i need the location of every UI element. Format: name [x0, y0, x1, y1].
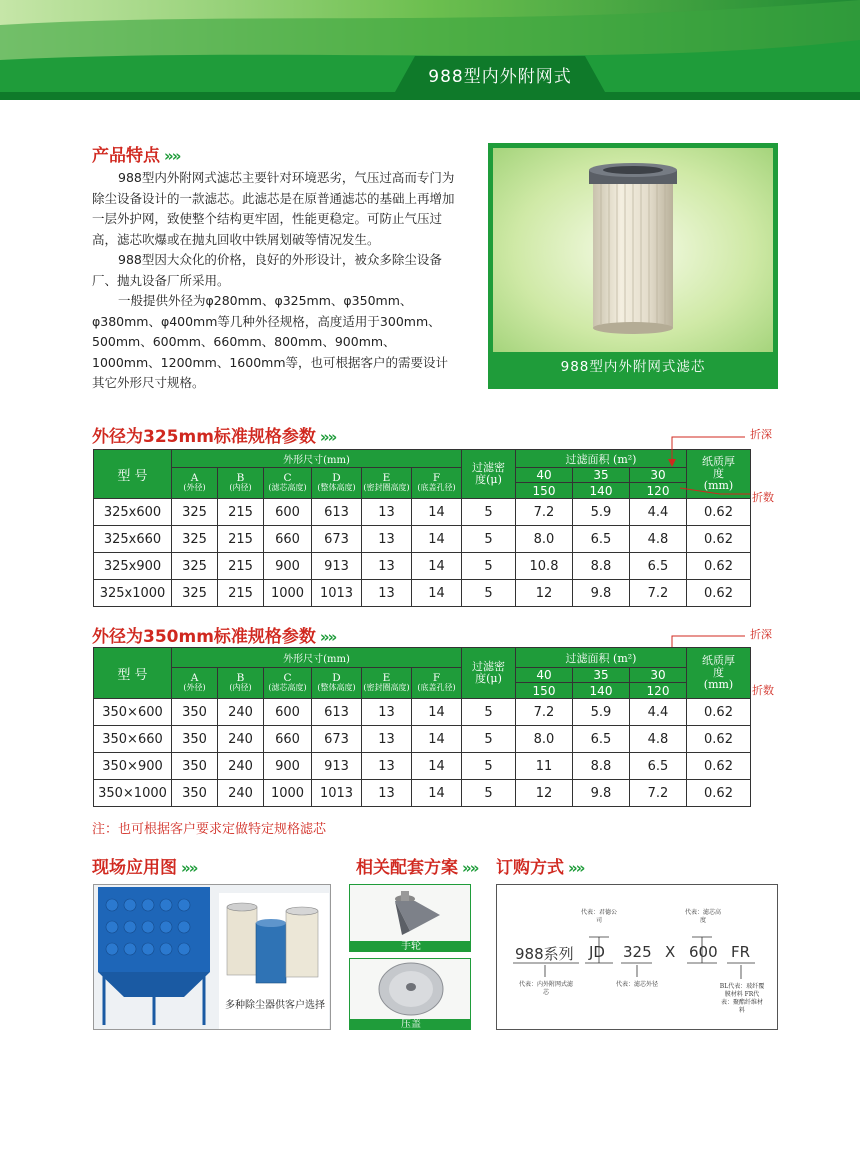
table-cell: 13 — [362, 580, 412, 607]
table-cell: 8.8 — [573, 553, 630, 580]
table-cell: 13 — [362, 780, 412, 807]
col-b-header: B (内径) — [218, 468, 264, 499]
col-b-header: B (内径) — [218, 668, 264, 699]
features-heading-text: 产品特点 — [92, 146, 160, 166]
order-brand: JD — [589, 943, 605, 961]
col-e-header: E (密封圈高度) — [362, 468, 412, 499]
handwheel-icon — [350, 885, 471, 941]
pleats-150: 150 — [516, 483, 573, 499]
table-cell: 660 — [264, 726, 312, 753]
pleats-120: 120 — [630, 483, 687, 499]
label-height: 代表：滤芯高度 — [684, 909, 721, 924]
table-cell: 613 — [312, 499, 362, 526]
accessories-heading — [356, 853, 477, 878]
table-cell: 5 — [462, 780, 516, 807]
features-paragraph: 988型内外附网式滤芯主要针对环境恶劣，气压过高而专门为除尘设备设计的一款滤芯。此滤芯是在原普通滤芯的基础上再增加一层外护网，致使整个结构更牢固，性能更稳定。可防止气压过高，滤芯吹爆或在抛丸回收中铁屑划破等情况发生。 — [92, 170, 455, 247]
cover-plate-icon — [350, 959, 471, 1019]
photo-caption: 988型内外附网式滤芯 — [560, 359, 706, 375]
paper-header: 纸质厚度(mm) — [687, 450, 751, 499]
table-cell: 13 — [362, 553, 412, 580]
table-cell: 900 — [264, 753, 312, 780]
depth-30: 30 — [630, 468, 687, 483]
table-cell: 350×660 — [94, 726, 172, 753]
chevrons-icon: »» — [181, 859, 197, 877]
table-cell: 9.8 — [573, 580, 630, 607]
table-cell: 350×600 — [94, 699, 172, 726]
depth-35: 35 — [573, 468, 630, 483]
site-heading — [92, 853, 196, 878]
precision-header: 过滤密度(μ) — [462, 648, 516, 699]
table-row — [94, 699, 751, 726]
chevrons-icon: »» — [319, 628, 336, 646]
table-cell: 325x600 — [94, 499, 172, 526]
table-cell: 0.62 — [687, 726, 751, 753]
precision-header: 过滤密度(μ) — [462, 450, 516, 499]
table-cell: 14 — [412, 526, 462, 553]
table-cell: 14 — [412, 780, 462, 807]
order-material: FR — [731, 943, 751, 961]
table-cell: 1013 — [312, 580, 362, 607]
table-cell: 4.8 — [630, 526, 687, 553]
pleats-140: 140 — [573, 683, 630, 699]
table-cell: 7.2 — [630, 580, 687, 607]
accessories-heading-text: 相关配套方案 — [356, 858, 458, 878]
table-cell: 13 — [362, 753, 412, 780]
pleats-150: 150 — [516, 683, 573, 699]
table-cell: 6.5 — [630, 753, 687, 780]
table-cell: 13 — [362, 699, 412, 726]
table-cell: 10.8 — [516, 553, 573, 580]
table-cell: 350×1000 — [94, 780, 172, 807]
table-row — [94, 780, 751, 807]
dims-header: 外形尺寸(mm) — [172, 450, 462, 468]
chevrons-icon: »» — [568, 859, 584, 877]
paper-header: 纸质厚度(mm) — [687, 648, 751, 699]
table-cell: 14 — [412, 726, 462, 753]
table-cell: 7.2 — [516, 699, 573, 726]
table-cell: 215 — [218, 499, 264, 526]
table-cell: 325x1000 — [94, 580, 172, 607]
table-cell: 600 — [264, 499, 312, 526]
table-cell: 325 — [172, 526, 218, 553]
site-box — [93, 884, 331, 1030]
depth-40: 40 — [516, 468, 573, 483]
table-cell: 350 — [172, 726, 218, 753]
table-cell: 5 — [462, 499, 516, 526]
table-cell: 4.4 — [630, 499, 687, 526]
label-diameter: 代表：滤芯外径 — [615, 981, 658, 988]
col-f-header: F (底盖孔径) — [412, 468, 462, 499]
table-cell: 14 — [412, 753, 462, 780]
table-cell: 350 — [172, 699, 218, 726]
table-cell: 913 — [312, 553, 362, 580]
table-cell: 8.0 — [516, 526, 573, 553]
table-cell: 0.62 — [687, 753, 751, 780]
model-header: 型 号 — [94, 648, 172, 699]
col-e-header: E (密封圈高度) — [362, 668, 412, 699]
pleat-note: 折数 — [752, 684, 774, 697]
table-cell: 673 — [312, 526, 362, 553]
table-cell: 0.62 — [687, 526, 751, 553]
table-cell: 7.2 — [630, 780, 687, 807]
table-cell: 0.62 — [687, 553, 751, 580]
cap-caption: 压盖 — [350, 1019, 471, 1030]
col-c-header: C (滤芯高度) — [264, 668, 312, 699]
table-cell: 5 — [462, 726, 516, 753]
table-cell: 0.62 — [687, 580, 751, 607]
table-cell: 6.5 — [573, 526, 630, 553]
table-cell: 13 — [362, 726, 412, 753]
col-a-header: A (外径) — [172, 468, 218, 499]
pleats-140: 140 — [573, 483, 630, 499]
banner-title: 988型内外附网式 — [428, 67, 572, 87]
features-paragraph: 一般提供外径为φ280mm、φ325mm、φ350mm、φ380mm、φ400mm等几种外径规格，高度适用于300mm、500mm、600mm、660mm、800mm、900mm、1000mm、1200mm、1600mm等，也可根据客户的需要设计其它外形尺寸规格。 — [92, 293, 448, 390]
depth-40: 40 — [516, 668, 573, 683]
label-material: BL代表：玻纤覆膜材料 FR代表：聚酯纤维材料 — [719, 983, 765, 1014]
table-cell: 6.5 — [573, 726, 630, 753]
model-header: 型 号 — [94, 450, 172, 499]
table-cell: 325 — [172, 580, 218, 607]
table-cell: 1000 — [264, 580, 312, 607]
table-cell: 5 — [462, 580, 516, 607]
table-cell: 8.8 — [573, 753, 630, 780]
pleats-120: 120 — [630, 683, 687, 699]
depth-35: 35 — [573, 668, 630, 683]
table-cell: 325 — [172, 553, 218, 580]
table-cell: 240 — [218, 780, 264, 807]
table-cell: 900 — [264, 553, 312, 580]
table-cell: 660 — [264, 526, 312, 553]
ordering-heading-text: 订购方式 — [496, 858, 564, 878]
table-row — [94, 726, 751, 753]
custom-note: 注：也可根据客户要求定做特定规格滤芯 — [92, 822, 327, 837]
table-cell: 0.62 — [687, 499, 751, 526]
table-cell: 215 — [218, 580, 264, 607]
table-cell: 12 — [516, 780, 573, 807]
table-cell: 5.9 — [573, 699, 630, 726]
table-cell: 8.0 — [516, 726, 573, 753]
table-cell: 13 — [362, 526, 412, 553]
table-cell: 1013 — [312, 780, 362, 807]
table-cell: 5 — [462, 699, 516, 726]
table-cell: 4.8 — [630, 726, 687, 753]
table-cell: 350 — [172, 780, 218, 807]
table-cell: 14 — [412, 553, 462, 580]
table-cell: 7.2 — [516, 499, 573, 526]
handwheel-box — [349, 884, 471, 952]
order-series: 988系列 — [515, 945, 574, 963]
spec-table-350 — [93, 647, 751, 807]
col-a-header: A (外径) — [172, 668, 218, 699]
col-f-header: F (底盖孔径) — [412, 668, 462, 699]
table-cell: 350×900 — [94, 753, 172, 780]
table-row — [94, 753, 751, 780]
area-header: 过滤面积 (m²) — [516, 648, 687, 668]
table-cell: 0.62 — [687, 699, 751, 726]
table-cell: 215 — [218, 553, 264, 580]
site-caption: 多种除尘器供客户选择 — [225, 1000, 325, 1011]
table-cell: 240 — [218, 699, 264, 726]
chevrons-icon: »» — [462, 859, 478, 877]
spec325-heading-text: 外径为325mm标准规格参数 — [92, 427, 316, 447]
col-d-header: D (整体高度) — [312, 468, 362, 499]
table-cell: 913 — [312, 753, 362, 780]
table-cell: 240 — [218, 726, 264, 753]
order-height: 600 — [689, 943, 718, 961]
pleat-note: 折数 — [752, 491, 774, 504]
area-header: 过滤面积 (m²) — [516, 450, 687, 468]
order-x: X — [665, 943, 676, 961]
table-cell: 5.9 — [573, 499, 630, 526]
col-d-header: D (整体高度) — [312, 668, 362, 699]
table-cell: 14 — [412, 499, 462, 526]
table-cell: 240 — [218, 753, 264, 780]
table-cell: 5 — [462, 526, 516, 553]
dims-header: 外形尺寸(mm) — [172, 648, 462, 668]
table-cell: 12 — [516, 580, 573, 607]
table-cell: 325x900 — [94, 553, 172, 580]
table-cell: 6.5 — [630, 553, 687, 580]
table-cell: 613 — [312, 699, 362, 726]
table-cell: 215 — [218, 526, 264, 553]
depth-note: 折深 — [750, 428, 772, 441]
table-cell: 1000 — [264, 780, 312, 807]
ordering-box — [496, 884, 778, 1030]
table-cell: 673 — [312, 726, 362, 753]
col-c-header: C (滤芯高度) — [264, 468, 312, 499]
handwheel-caption: 手轮 — [350, 941, 471, 952]
table-cell: 0.62 — [687, 780, 751, 807]
label-brand: 代表：君德公司 — [581, 909, 618, 924]
spec350-heading — [92, 622, 335, 647]
table-cell: 600 — [264, 699, 312, 726]
table-cell: 325x660 — [94, 526, 172, 553]
table-cell: 11 — [516, 753, 573, 780]
depth-note: 折深 — [750, 628, 772, 641]
table-cell: 9.8 — [573, 780, 630, 807]
order-diameter: 325 — [623, 943, 652, 961]
table-cell: 5 — [462, 753, 516, 780]
depth-30: 30 — [630, 668, 687, 683]
table-cell: 350 — [172, 753, 218, 780]
chevrons-icon: »» — [319, 428, 336, 446]
table-cell: 325 — [172, 499, 218, 526]
table-cell: 13 — [362, 499, 412, 526]
ordering-heading — [496, 853, 583, 878]
table-cell: 14 — [412, 580, 462, 607]
features-paragraph: 988型因大众化的价格，良好的外形设计，被众多除尘设备厂、抛丸设备厂所采用。 — [92, 252, 442, 288]
table-cell: 4.4 — [630, 699, 687, 726]
site-heading-text: 现场应用图 — [92, 858, 177, 878]
table-cell: 5 — [462, 553, 516, 580]
table-cell: 14 — [412, 699, 462, 726]
cap-box — [349, 958, 471, 1030]
label-series: 代表：内外附网式滤芯 — [518, 981, 573, 996]
chevrons-icon: »» — [164, 147, 180, 165]
spec350-heading-text: 外径为350mm标准规格参数 — [92, 627, 316, 647]
